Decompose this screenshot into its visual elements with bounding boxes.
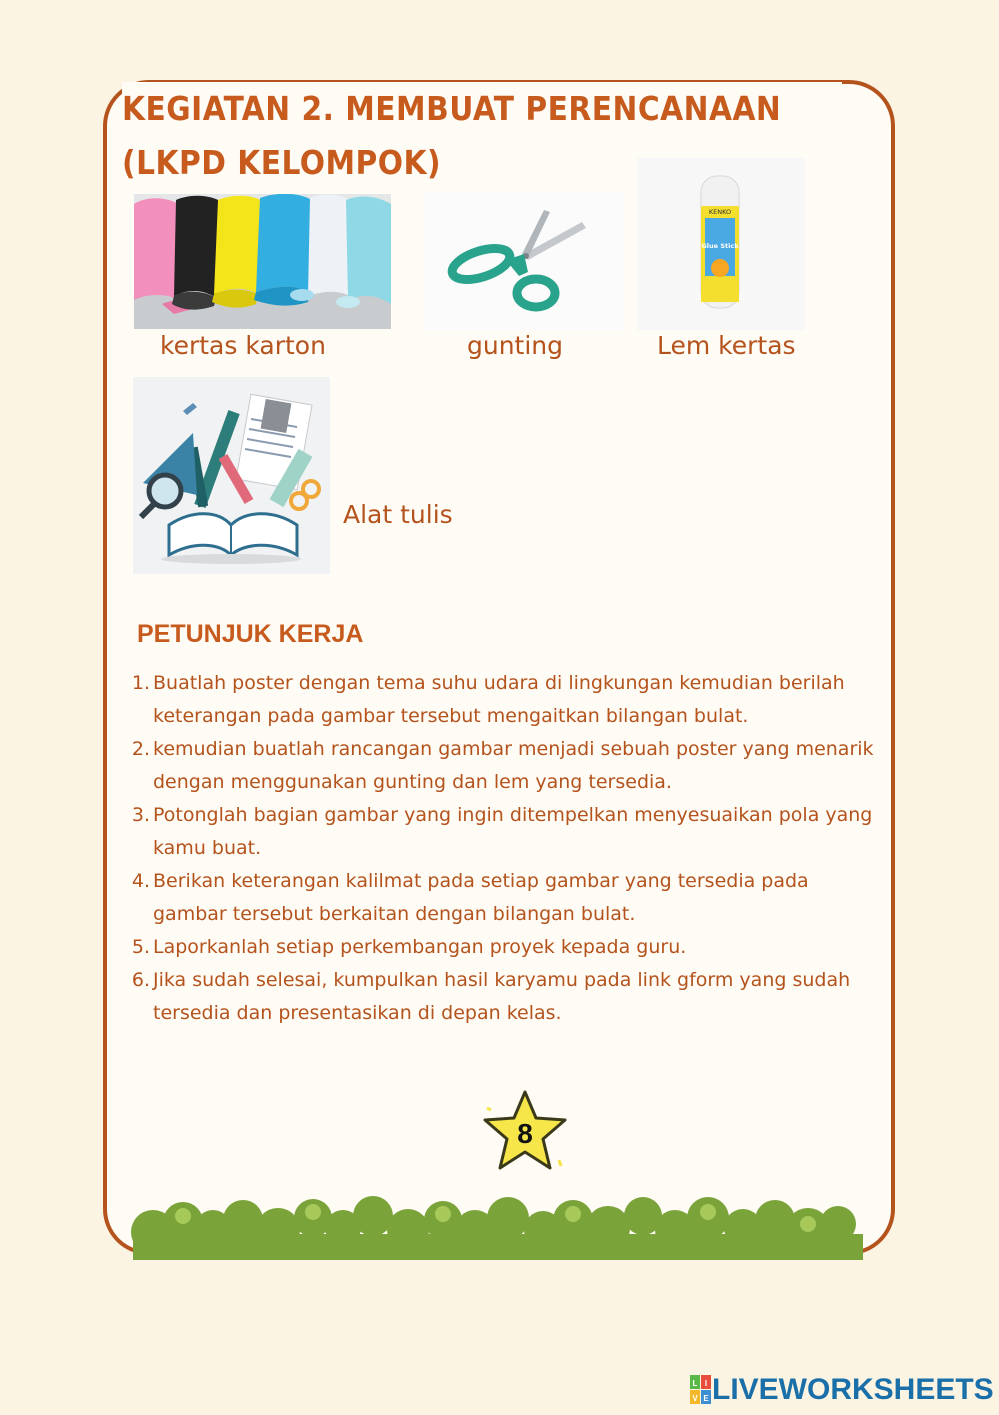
liveworksheets-brand: LIVEWORKSHEETS	[712, 1373, 994, 1406]
page-number-star	[479, 1086, 571, 1178]
svg-text:L: L	[692, 1379, 698, 1388]
list-item: 1. Buatlah poster dengan tema suhu udara di lingkungan kemudian berilah keterangan pada gambar tersebut mengaitkan bilangan bulat.	[131, 672, 845, 727]
glue-stick-image	[637, 158, 805, 330]
svg-text:I: I	[704, 1379, 708, 1388]
page-title: KEGIATAN 2. MEMBUAT PERENCANAAN (LKPD KELOMPOK)	[122, 82, 842, 190]
liveworksheets-logo	[690, 1373, 994, 1407]
section-title-petunjuk-kerja: PETUNJUK KERJA	[137, 620, 364, 648]
glue-label: Glue Stick	[701, 242, 739, 250]
instruction-list	[128, 667, 878, 1030]
caption-kertas-karton: kertas karton	[160, 331, 326, 360]
list-item: 6. Jika sudah selesai, kumpulkan hasil karyamu pada link gform yang sudah tersedia dan presentasikan di depan kelas.	[131, 969, 851, 1024]
caption-gunting: gunting	[467, 331, 564, 360]
list-item: 3. Potonglah bagian gambar yang ingin ditempelkan menyesuaikan pola yang kamu buat.	[131, 804, 873, 859]
glue-brand: KENKO	[708, 208, 732, 216]
list-item: 4. Berikan keterangan kalilmat pada setiap gambar yang tersedia pada gambar tersebut berkaitan dengan bilangan bulat.	[131, 870, 809, 925]
page-number: 8	[517, 1118, 533, 1149]
caption-alat-tulis: Alat tulis	[343, 500, 453, 529]
scissors-image	[424, 192, 624, 330]
liveworksheets-icon	[690, 1375, 712, 1405]
bushes-decoration	[103, 1180, 895, 1260]
list-item: 5. Laporkanlah setiap perkembangan proyek kepada guru.	[131, 936, 687, 958]
list-item: 2. kemudian buatlah rancangan gambar menjadi sebuah poster yang menarik dengan menggunakan gunting dan lem yang tersedia.	[131, 738, 874, 793]
colored-paper-rolls-image	[134, 194, 391, 329]
caption-lem-kertas: Lem kertas	[657, 331, 796, 360]
stationery-image	[133, 377, 330, 574]
svg-text:E: E	[703, 1394, 709, 1403]
svg-text:V: V	[692, 1394, 698, 1403]
